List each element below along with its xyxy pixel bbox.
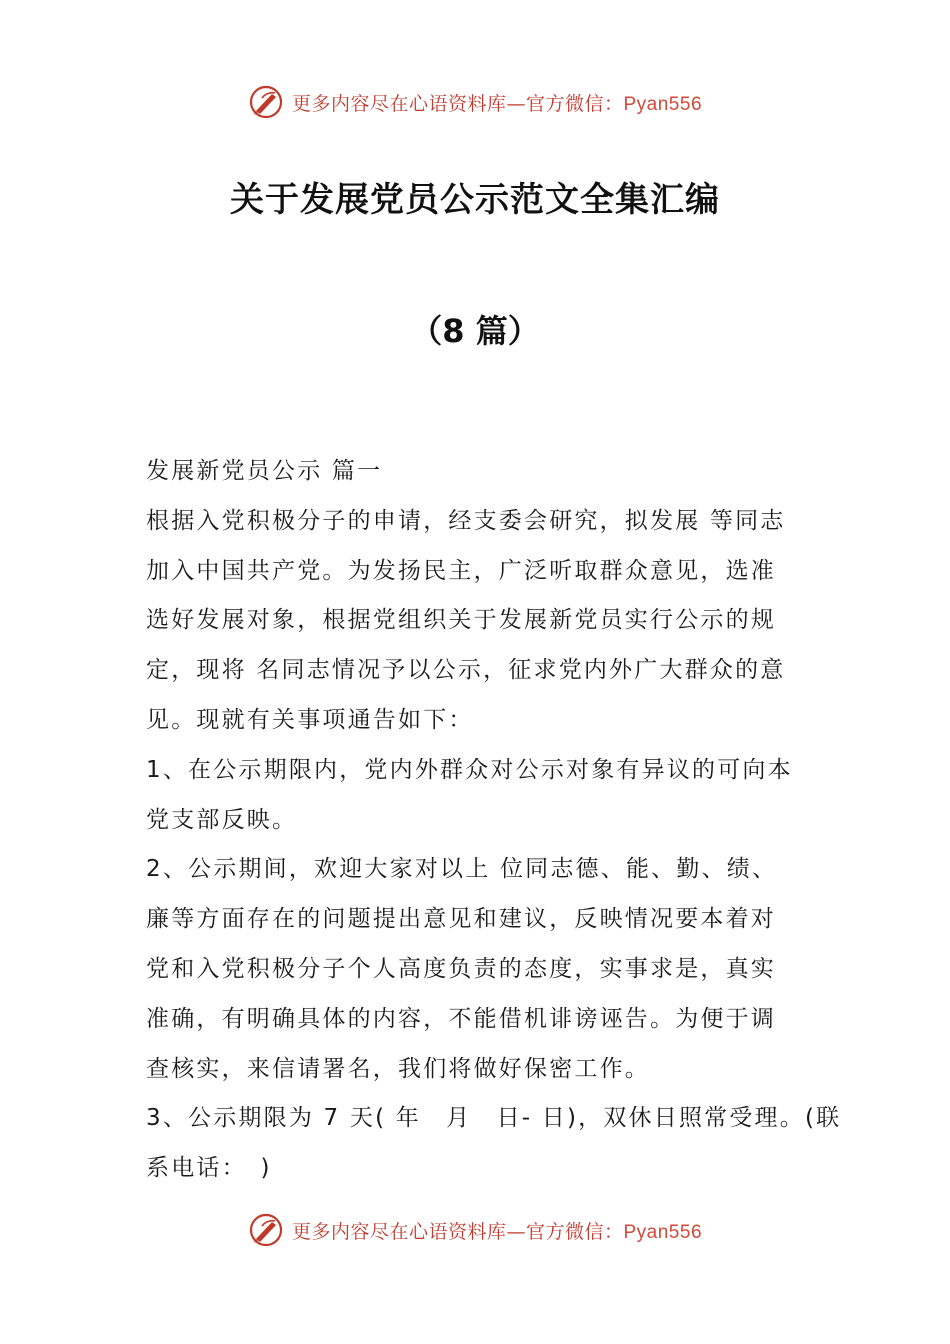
watermark-dash: — (506, 1220, 526, 1243)
body-line: 根据入党积极分子的申请，经支委会研究，拟发展 等同志 (146, 507, 786, 534)
body-line: 2、公示期间，欢迎大家对以上 位同志德、能、勤、绩、 (146, 856, 778, 883)
body-line: 选好发展对象，根据党组织关于发展新党员实行公示的规 (146, 607, 776, 634)
document-subtitle: （8 篇） (410, 312, 540, 350)
watermark-text (292, 1217, 702, 1244)
body-line: 党支部反映。 (146, 806, 298, 833)
footer-watermark (0, 1210, 950, 1250)
body-line: 3、公示期限为 7 天( 年 月 日- 日)，双休日照常受理。(联 (146, 1105, 842, 1132)
watermark-main-text: 更多内容尽在心语资料库 (291, 1220, 507, 1243)
watermark-wechat-id: Pyan556 (623, 93, 703, 115)
pen-logo-icon (248, 1212, 284, 1248)
watermark-text (292, 89, 702, 116)
document-body (146, 447, 842, 1194)
body-line: 见。现就有关事项通告如下： (146, 706, 474, 733)
body-line: 廉等方面存在的问题提出意见和建议，反映情况要本着对 (146, 906, 776, 933)
body-line: 党和入党积极分子个人高度负责的态度，实事求是，真实 (146, 955, 776, 982)
body-line: 1、在公示期限内，党内外群众对公示对象有异议的可向本 (146, 756, 793, 783)
body-line: 准确，有明确具体的内容，不能借机诽谤诬告。为便于调 (146, 1005, 776, 1032)
pen-logo-icon (248, 84, 284, 120)
document-title: 关于发展党员公示范文全集汇编 (230, 180, 720, 220)
watermark-wechat-id: Pyan556 (623, 1221, 703, 1243)
body-line: 系电话： ) (146, 1155, 272, 1182)
body-line: 加入中国共产党。为发扬民主，广泛听取群众意见，选准 (146, 557, 776, 584)
header-watermark (0, 82, 950, 122)
watermark-main-text: 更多内容尽在心语资料库 (291, 92, 507, 115)
watermark-official-label: 官方微信： (525, 92, 624, 115)
watermark-official-label: 官方微信： (525, 1220, 624, 1243)
body-line: 发展新党员公示 篇一 (146, 458, 383, 484)
watermark-dash: — (506, 92, 526, 115)
body-line: 查核实，来信请署名，我们将做好保密工作。 (146, 1055, 650, 1082)
body-line: 定，现将 名同志情况予以公示，征求党内外广大群众的意 (146, 657, 786, 684)
